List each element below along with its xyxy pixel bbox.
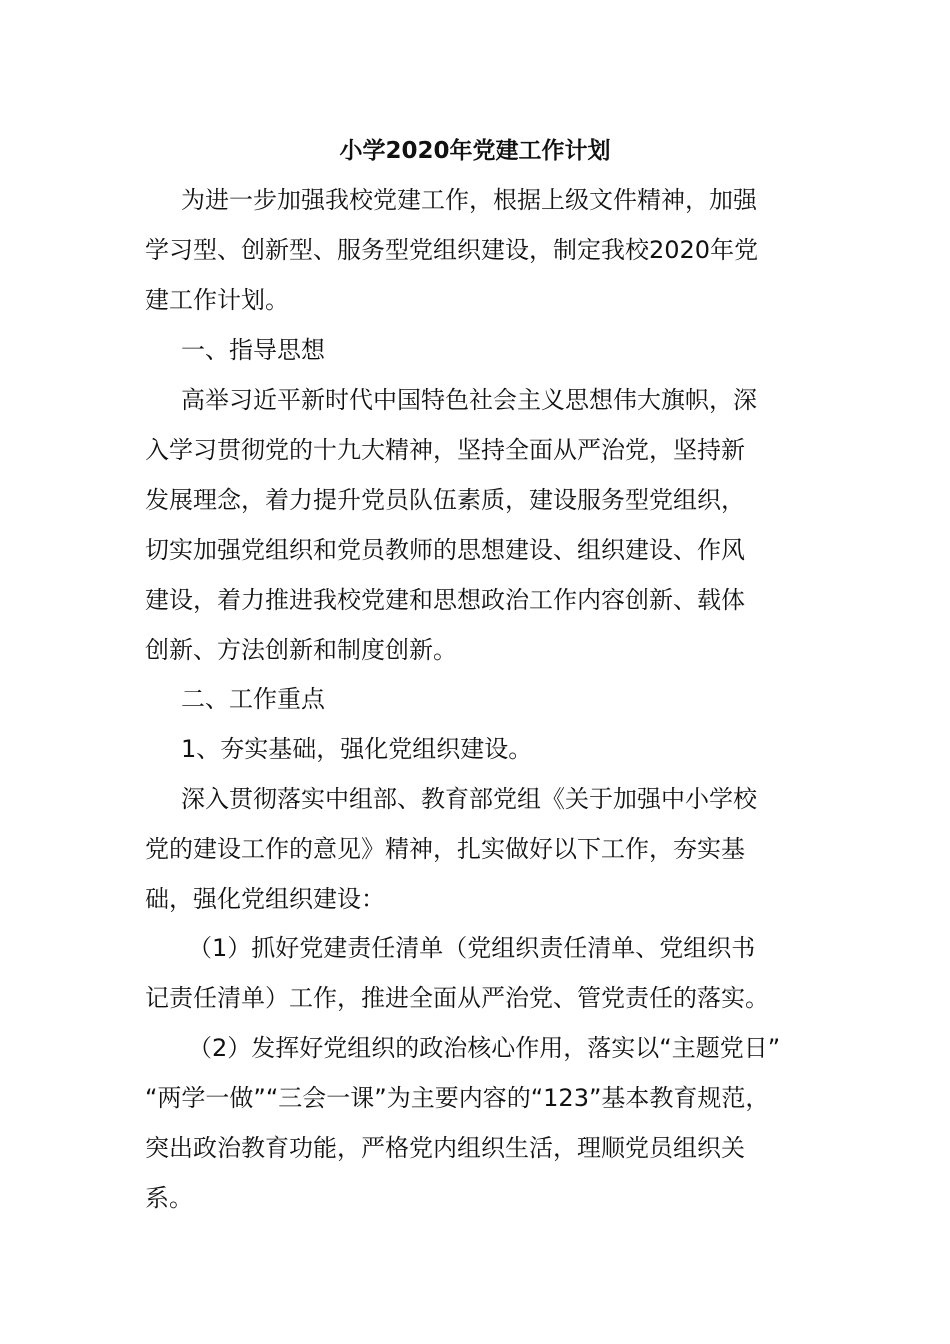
list-item-line: （1）抓好党建责任清单（党组织责任清单、党组织书 bbox=[188, 934, 756, 962]
subsection-heading: 1、夯实基础，强化党组织建设。 bbox=[181, 735, 533, 763]
section-heading: 一、指导思想 bbox=[181, 336, 325, 364]
paragraph-line: 党的建设工作的意见》精神，扎实做好以下工作，夯实基 bbox=[145, 835, 745, 863]
paragraph-line: 深入贯彻落实中组部、教育部党组《关于加强中小学校 bbox=[181, 785, 757, 813]
paragraph-line: 切实加强党组织和党员教师的思想建设、组织建设、作风 bbox=[145, 536, 745, 564]
list-item-line: 系。 bbox=[145, 1184, 193, 1212]
list-item-line: 突出政治教育功能，严格党内组织生活，理顺党员组织关 bbox=[145, 1134, 745, 1162]
paragraph-line: 建工作计划。 bbox=[145, 286, 289, 314]
section-heading: 二、工作重点 bbox=[181, 685, 325, 713]
paragraph-line: 入学习贯彻党的十九大精神，坚持全面从严治党，坚持新 bbox=[145, 436, 745, 464]
paragraph-line: 为进一步加强我校党建工作，根据上级文件精神，加强 bbox=[181, 186, 757, 214]
paragraph-line: 建设，着力推进我校党建和思想政治工作内容创新、载体 bbox=[145, 586, 745, 614]
paragraph-line: 学习型、创新型、服务型党组织建设，制定我校2020年党 bbox=[145, 236, 759, 264]
paragraph-line: 础，强化党组织建设： bbox=[145, 885, 385, 913]
paragraph-line: 高举习近平新时代中国特色社会主义思想伟大旗帜，深 bbox=[181, 386, 757, 414]
paragraph-line: 创新、方法创新和制度创新。 bbox=[145, 636, 457, 664]
list-item-line: “两学一做”“三会一课”为主要内容的“123”基本教育规范， bbox=[145, 1084, 770, 1112]
list-item-line: （2）发挥好党组织的政治核心作用，落实以“主题党日” bbox=[188, 1034, 781, 1062]
paragraph-line: 发展理念，着力提升党员队伍素质，建设服务型党组织， bbox=[145, 486, 745, 514]
document-title: 小学2020年党建工作计划 bbox=[339, 138, 611, 164]
list-item-line: 记责任清单）工作，推进全面从严治党、管党责任的落实。 bbox=[145, 984, 769, 1012]
